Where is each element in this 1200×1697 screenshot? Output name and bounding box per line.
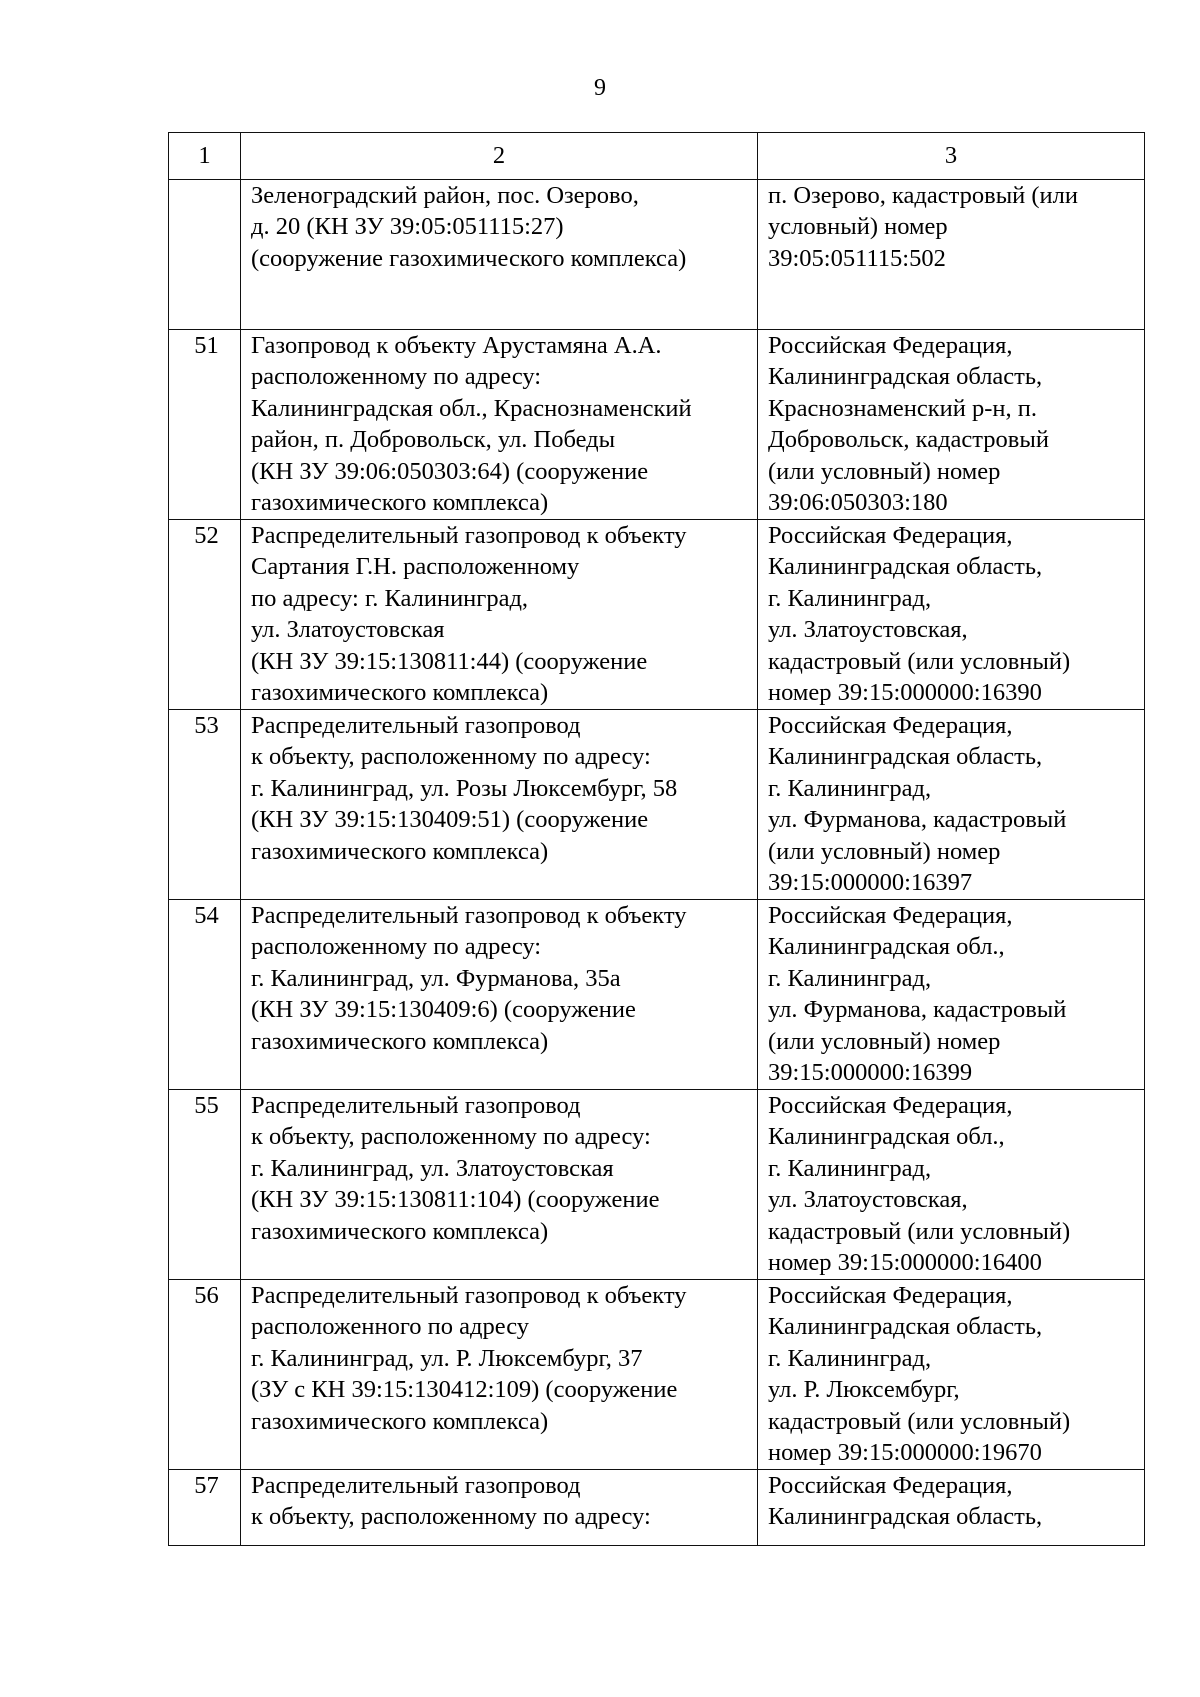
object-description-cell xyxy=(241,1280,758,1470)
column-header-1: 1 xyxy=(169,133,241,180)
table-row xyxy=(169,710,1145,900)
object-description-line: (КН ЗУ 39:06:050303:64) (сооружение xyxy=(251,457,649,485)
location-cadastral-cell xyxy=(758,710,1145,900)
object-description-line: Распределительный газопровод к объекту xyxy=(251,902,687,929)
object-description-line: газохимического комплекса) xyxy=(251,1027,549,1055)
location-cadastral-cell xyxy=(758,1280,1145,1470)
location-cadastral-line: Калининградская область, xyxy=(768,363,1043,391)
row-number: 57 xyxy=(169,1470,241,1546)
registry-table xyxy=(168,132,1145,1546)
page-number: 9 xyxy=(594,75,606,101)
location-cadastral-line: ул. Р. Люксембург, xyxy=(768,1376,960,1404)
object-description-line: Распределительный газопровод xyxy=(251,712,581,739)
location-cadastral-cell xyxy=(758,1470,1145,1546)
object-description-line: Калининградская обл., Краснознаменский xyxy=(251,394,692,422)
row-number: 53 xyxy=(169,710,241,900)
location-cadastral-line: ул. Златоустовская, xyxy=(768,1186,968,1214)
table-row xyxy=(169,520,1145,710)
object-description-line: (сооружение газохимического комплекса) xyxy=(251,244,687,272)
table-row xyxy=(169,180,1145,330)
location-cadastral-line: г. Калининград, xyxy=(768,964,932,992)
location-cadastral-line: (или условный) номер xyxy=(768,837,1001,865)
location-cadastral-line: г. Калининград, xyxy=(768,1154,932,1182)
location-cadastral-line: ул. Фурманова, кадастровый xyxy=(768,996,1067,1024)
location-cadastral-line: Калининградская обл., xyxy=(768,1123,1005,1151)
location-cadastral-line: Калининградская область, xyxy=(768,1313,1043,1341)
location-cadastral-line: (или условный) номер xyxy=(768,457,1001,485)
object-description-line: Сартания Г.Н. расположенному xyxy=(251,553,580,581)
object-description-line: (КН ЗУ 39:15:130409:6) (сооружение xyxy=(251,996,636,1024)
object-description-cell xyxy=(241,1090,758,1280)
location-cadastral-line: кадастровый (или условный) xyxy=(768,647,1071,675)
object-description-line: Газопровод к объекту Арустамяна А.А. xyxy=(251,332,662,359)
object-description-line: Распределительный газопровод к объекту xyxy=(251,1282,687,1309)
table-row xyxy=(169,330,1145,520)
object-description-line: газохимического комплекса) xyxy=(251,1217,549,1245)
object-description-line: г. Калининград, ул. Фурманова, 35а xyxy=(251,964,621,992)
location-cadastral-line: 39:06:050303:180 xyxy=(768,489,948,517)
row-number: 54 xyxy=(169,900,241,1090)
location-cadastral-line: п. Озерово, кадастровый (или xyxy=(768,182,1079,209)
table-row xyxy=(169,900,1145,1090)
location-cadastral-line: ул. Златоустовская, xyxy=(768,616,968,644)
location-cadastral-line: 39:05:051115:502 xyxy=(768,244,946,272)
location-cadastral-line: Калининградская обл., xyxy=(768,933,1005,961)
location-cadastral-cell xyxy=(758,330,1145,520)
location-cadastral-line: кадастровый (или условный) xyxy=(768,1217,1071,1245)
object-description-line: к объекту, расположенному по адресу: xyxy=(251,1503,651,1531)
row-number: 56 xyxy=(169,1280,241,1470)
location-cadastral-line: Калининградская область, xyxy=(768,1503,1043,1531)
location-cadastral-line: Калининградская область, xyxy=(768,743,1043,771)
table-row xyxy=(169,1470,1145,1546)
table-row xyxy=(169,1090,1145,1280)
object-description-line: расположенному по адресу: xyxy=(251,363,542,391)
location-cadastral-line: г. Калининград, xyxy=(768,584,932,612)
location-cadastral-line: Российская Федерация, xyxy=(768,522,1013,549)
table-header-row xyxy=(169,133,1145,180)
location-cadastral-line: г. Калининград, xyxy=(768,774,932,802)
object-description-line: газохимического комплекса) xyxy=(251,837,549,865)
object-description-cell xyxy=(241,180,758,330)
object-description-line: г. Калининград, ул. Р. Люксембург, 37 xyxy=(251,1344,643,1372)
location-cadastral-line: ул. Фурманова, кадастровый xyxy=(768,806,1067,834)
location-cadastral-line: Калининградская область, xyxy=(768,553,1043,581)
row-number: 55 xyxy=(169,1090,241,1280)
object-description-cell xyxy=(241,330,758,520)
location-cadastral-cell xyxy=(758,900,1145,1090)
object-description-line: к объекту, расположенному по адресу: xyxy=(251,1123,651,1151)
object-description-line: расположенному по адресу: xyxy=(251,933,542,961)
location-cadastral-line: Российская Федерация, xyxy=(768,1472,1013,1499)
location-cadastral-cell xyxy=(758,1090,1145,1280)
location-cadastral-line: 39:15:000000:16399 xyxy=(768,1059,973,1087)
location-cadastral-line: Российская Федерация, xyxy=(768,1282,1013,1309)
object-description-line: г. Калининград, ул. Златоустовская xyxy=(251,1154,614,1182)
object-description-line: (КН ЗУ 39:15:130409:51) (сооружение xyxy=(251,806,649,834)
location-cadastral-line: кадастровый (или условный) xyxy=(768,1407,1071,1435)
location-cadastral-line: номер 39:15:000000:16390 xyxy=(768,679,1042,707)
object-description-line: Распределительный газопровод xyxy=(251,1092,581,1119)
location-cadastral-line: Российская Федерация, xyxy=(768,332,1013,359)
location-cadastral-line: Российская Федерация, xyxy=(768,712,1013,739)
location-cadastral-line: (или условный) номер xyxy=(768,1027,1001,1055)
row-number: 52 xyxy=(169,520,241,710)
column-header-2: 2 xyxy=(241,133,758,180)
table-row xyxy=(169,1280,1145,1470)
object-description-line: район, п. Добровольск, ул. Победы xyxy=(251,426,616,454)
location-cadastral-line: 39:15:000000:16397 xyxy=(768,869,973,897)
object-description-line: Зеленоградский район, пос. Озерово, xyxy=(251,182,639,209)
location-cadastral-line: Краснознаменский р-н, п. xyxy=(768,394,1037,422)
location-cadastral-line: Добровольск, кадастровый xyxy=(768,426,1049,454)
object-description-line: расположенного по адресу xyxy=(251,1313,530,1341)
object-description-line: (ЗУ с КН 39:15:130412:109) (сооружение xyxy=(251,1376,678,1404)
object-description-line: газохимического комплекса) xyxy=(251,679,549,707)
table-body xyxy=(169,180,1145,1546)
location-cadastral-line: номер 39:15:000000:16400 xyxy=(768,1249,1042,1277)
object-description-line: (КН ЗУ 39:15:130811:104) (сооружение xyxy=(251,1186,660,1214)
object-description-line: (КН ЗУ 39:15:130811:44) (сооружение xyxy=(251,647,648,675)
location-cadastral-cell xyxy=(758,180,1145,330)
object-description-line: к объекту, расположенному по адресу: xyxy=(251,743,651,771)
object-description-line: Распределительный газопровод xyxy=(251,1472,581,1499)
column-header-3: 3 xyxy=(758,133,1145,180)
location-cadastral-line: Российская Федерация, xyxy=(768,1092,1013,1119)
object-description-line: Распределительный газопровод к объекту xyxy=(251,522,687,549)
object-description-line: д. 20 (КН ЗУ 39:05:051115:27) xyxy=(251,213,564,241)
object-description-cell xyxy=(241,1470,758,1546)
location-cadastral-line: условный) номер xyxy=(768,213,948,241)
object-description-cell xyxy=(241,710,758,900)
object-description-line: ул. Златоустовская xyxy=(251,616,445,644)
location-cadastral-line: Российская Федерация, xyxy=(768,902,1013,929)
row-number xyxy=(169,180,241,330)
object-description-line: газохимического комплекса) xyxy=(251,1407,549,1435)
object-description-cell xyxy=(241,900,758,1090)
object-description-line: по адресу: г. Калининград, xyxy=(251,584,529,612)
location-cadastral-line: г. Калининград, xyxy=(768,1344,932,1372)
location-cadastral-cell xyxy=(758,520,1145,710)
object-description-cell xyxy=(241,520,758,710)
object-description-line: г. Калининград, ул. Розы Люксембург, 58 xyxy=(251,774,678,802)
location-cadastral-line: номер 39:15:000000:19670 xyxy=(768,1439,1042,1467)
row-number: 51 xyxy=(169,330,241,520)
object-description-line: газохимического комплекса) xyxy=(251,489,549,517)
